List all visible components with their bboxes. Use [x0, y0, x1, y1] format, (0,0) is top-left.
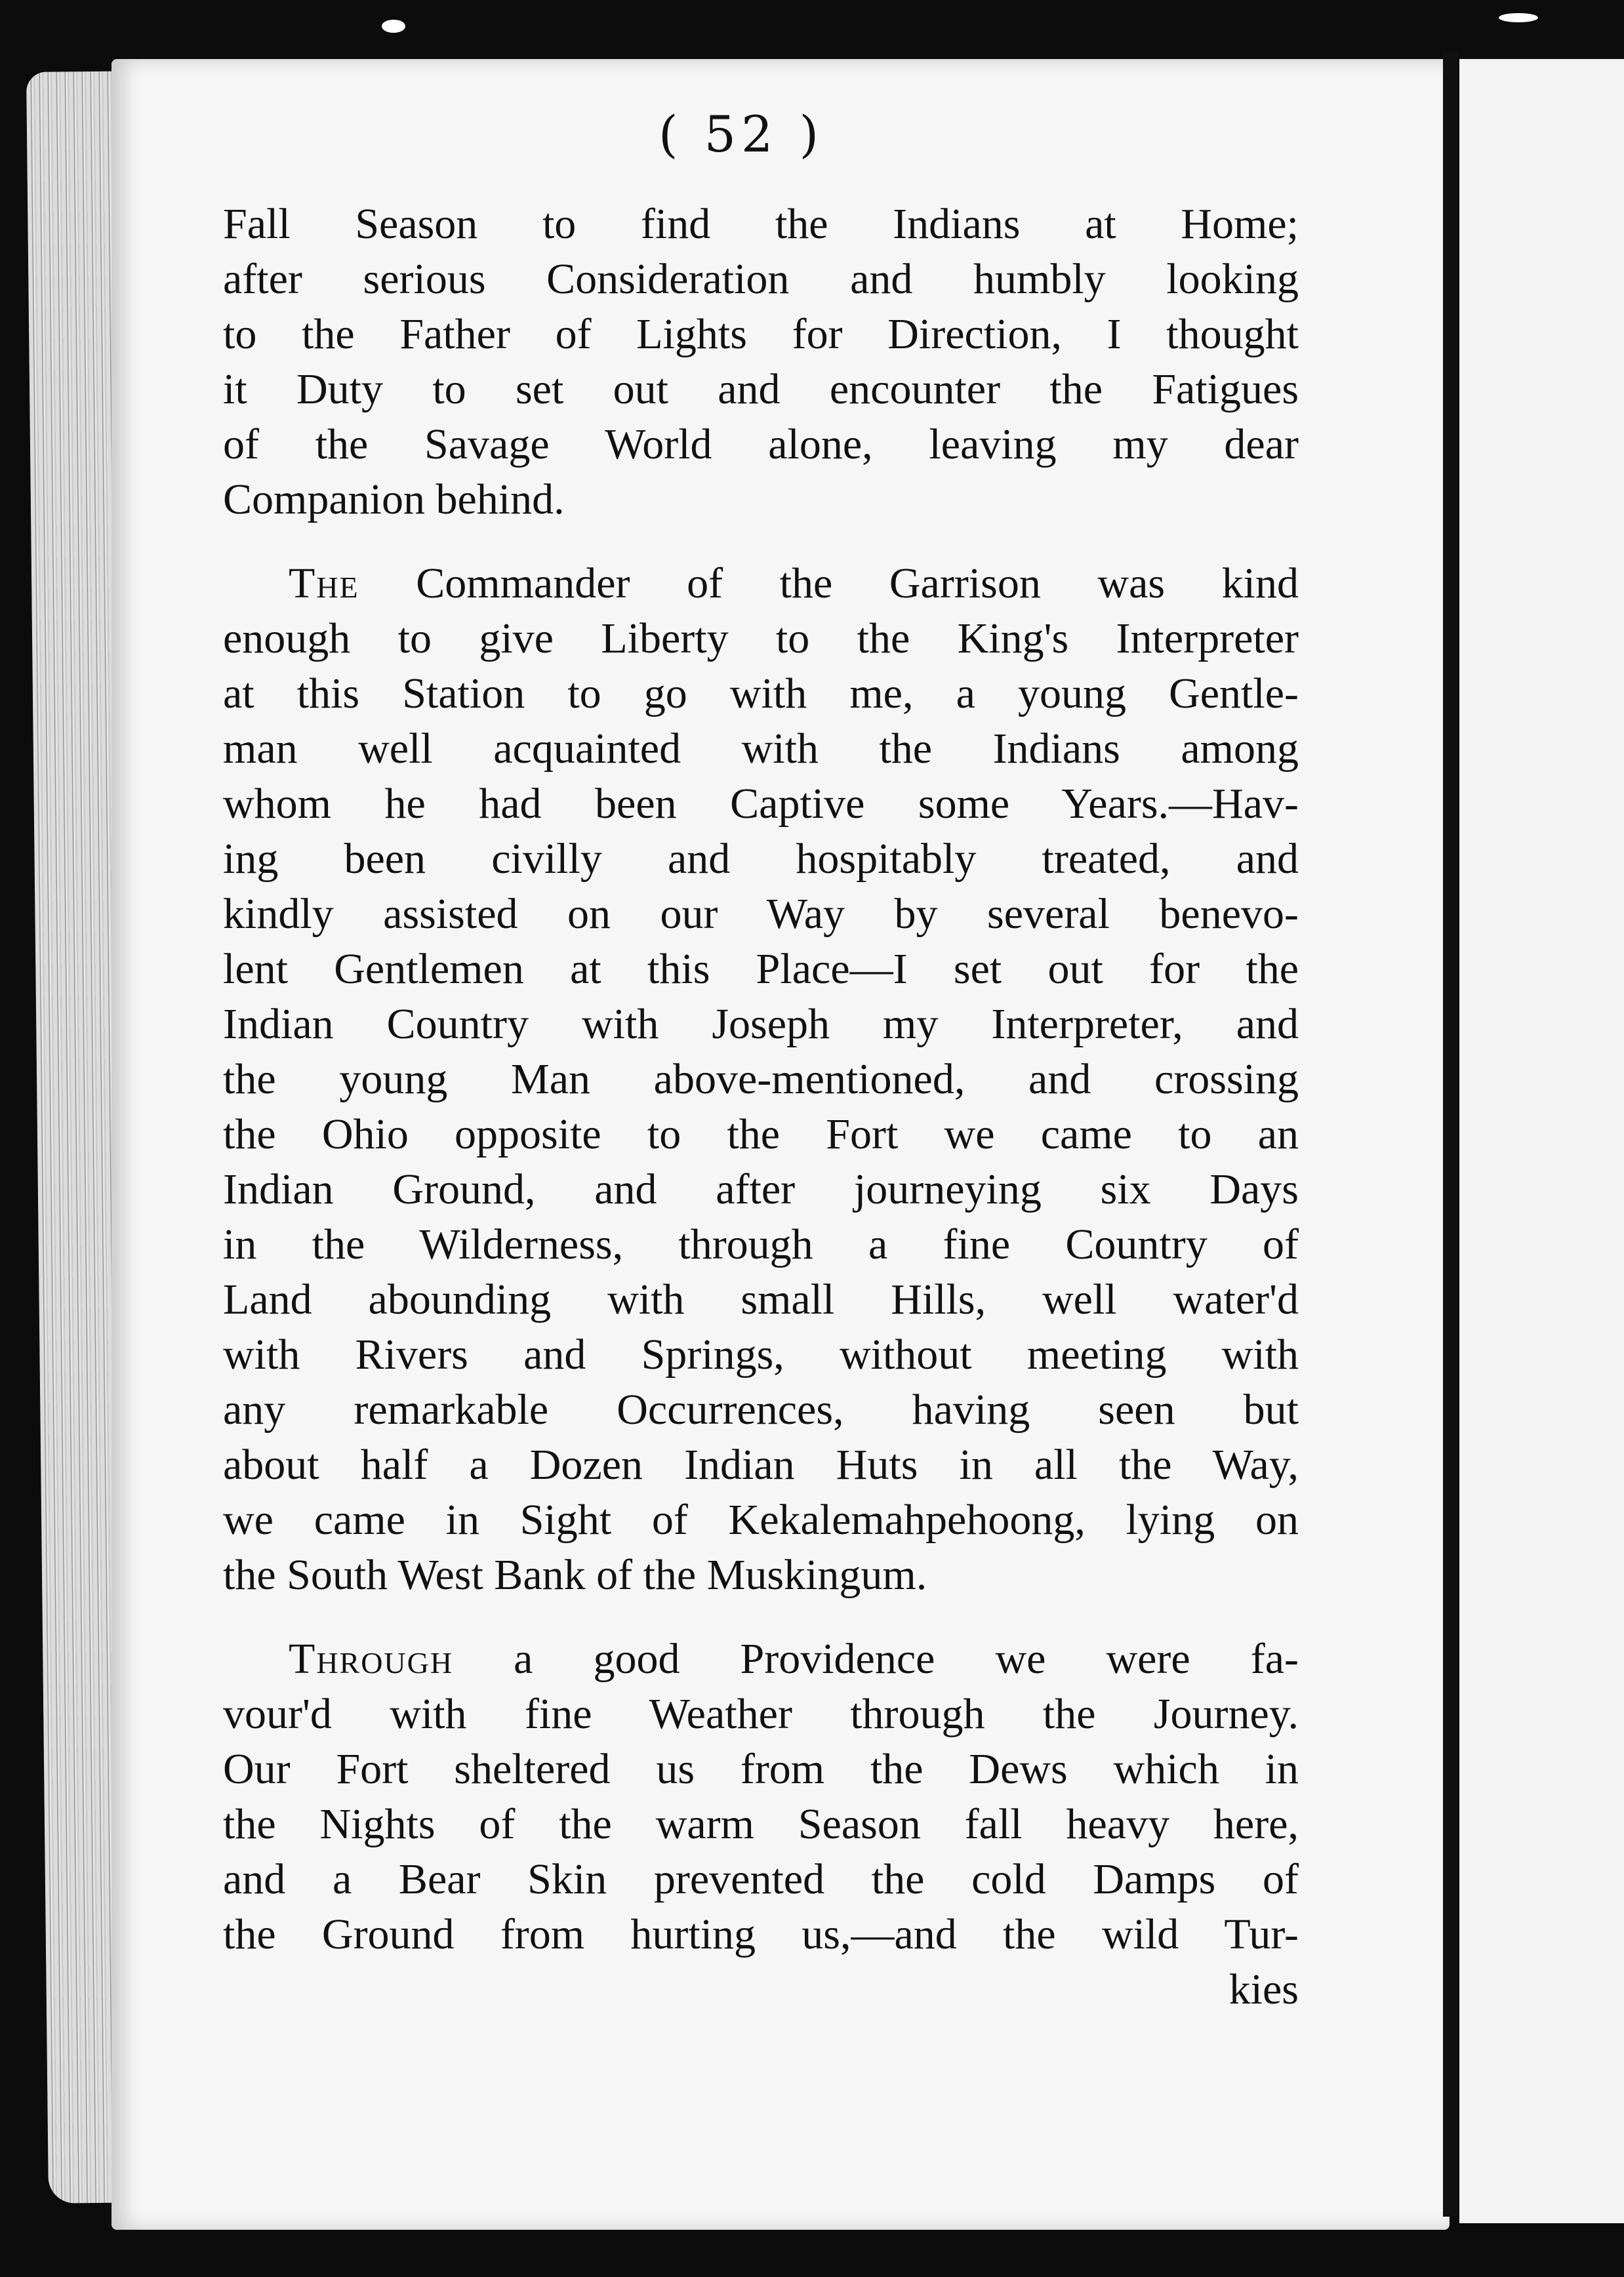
small-caps-lead: Through	[289, 1635, 454, 1683]
text-line: Companion behind.	[223, 475, 565, 523]
text-line: with Rivers and Springs, without meeting with	[223, 1331, 1299, 1379]
text-line: whom he had been Captive some Years.—Hav-	[223, 780, 1299, 828]
text-line: the South West Bank of the Muskingum.	[223, 1551, 927, 1599]
facing-page	[1459, 59, 1624, 2223]
text-line: the Nights of the warm Season fall heavy here,	[223, 1800, 1299, 1848]
body-text	[223, 197, 1299, 2017]
text-line: after serious Consideration and humbly looking	[223, 255, 1299, 303]
paragraph-1	[223, 197, 1299, 527]
text-line: lent Gentlemen at this Place—I set out for the	[223, 945, 1299, 993]
scan-speck	[1499, 13, 1538, 22]
text-line: to the Father of Lights for Direction, I thought	[223, 310, 1299, 358]
text-line: Our Fort sheltered us from the Dews which in	[223, 1745, 1299, 1793]
text-line: vour'd with fine Weather through the Journey.	[223, 1690, 1299, 1738]
text-fragment: Commander of the Garrison was kind	[359, 559, 1299, 607]
page-number: ( 52 )	[658, 105, 824, 163]
text-line: and a Bear Skin prevented the cold Damps of	[223, 1855, 1299, 1903]
text-fragment: a good Providence we were fa-	[453, 1635, 1299, 1683]
text-line	[223, 1632, 1299, 1687]
text-line	[223, 556, 1299, 611]
text-line: Fall Season to find the Indians at Home;	[223, 200, 1299, 248]
text-line: ing been civilly and hospitably treated, and	[223, 835, 1299, 883]
text-line: about half a Dozen Indian Huts in all the Way,	[223, 1441, 1299, 1489]
text-line: Land abounding with small Hills, well water'd	[223, 1276, 1299, 1323]
text-line: Indian Ground, and after journeying six Days	[223, 1165, 1299, 1213]
text-line: man well acquainted with the Indians among	[223, 725, 1299, 773]
text-line: any remarkable Occurrences, having seen but	[223, 1386, 1299, 1434]
paragraph-3	[223, 1632, 1299, 2017]
paragraph-2	[223, 556, 1299, 1603]
catchword: kies	[1228, 1965, 1299, 2013]
text-line: the young Man above-mentioned, and crossing	[223, 1055, 1299, 1103]
text-line: of the Savage World alone, leaving my dear	[223, 420, 1299, 468]
text-line: in the Wilderness, through a fine Country of	[223, 1220, 1299, 1268]
text-line: Indian Country with Joseph my Interpreter, and	[223, 1000, 1299, 1048]
text-line: kindly assisted on our Way by several benevo-	[223, 890, 1299, 938]
book-gutter	[1443, 52, 1457, 2217]
small-caps-lead: The	[289, 559, 359, 607]
text-line: the Ohio opposite to the Fort we came to an	[223, 1110, 1299, 1158]
text-line: enough to give Liberty to the King's Interpreter	[223, 615, 1299, 662]
text-line: we came in Sight of Kekalemahpehoong, lying on	[223, 1496, 1299, 1544]
scan-speck	[382, 20, 405, 33]
text-line: at this Station to go with me, a young Gentle-	[223, 670, 1299, 717]
text-line: it Duty to set out and encounter the Fatigues	[223, 365, 1299, 413]
text-line: the Ground from hurting us,—and the wild Tur-	[223, 1910, 1299, 1958]
